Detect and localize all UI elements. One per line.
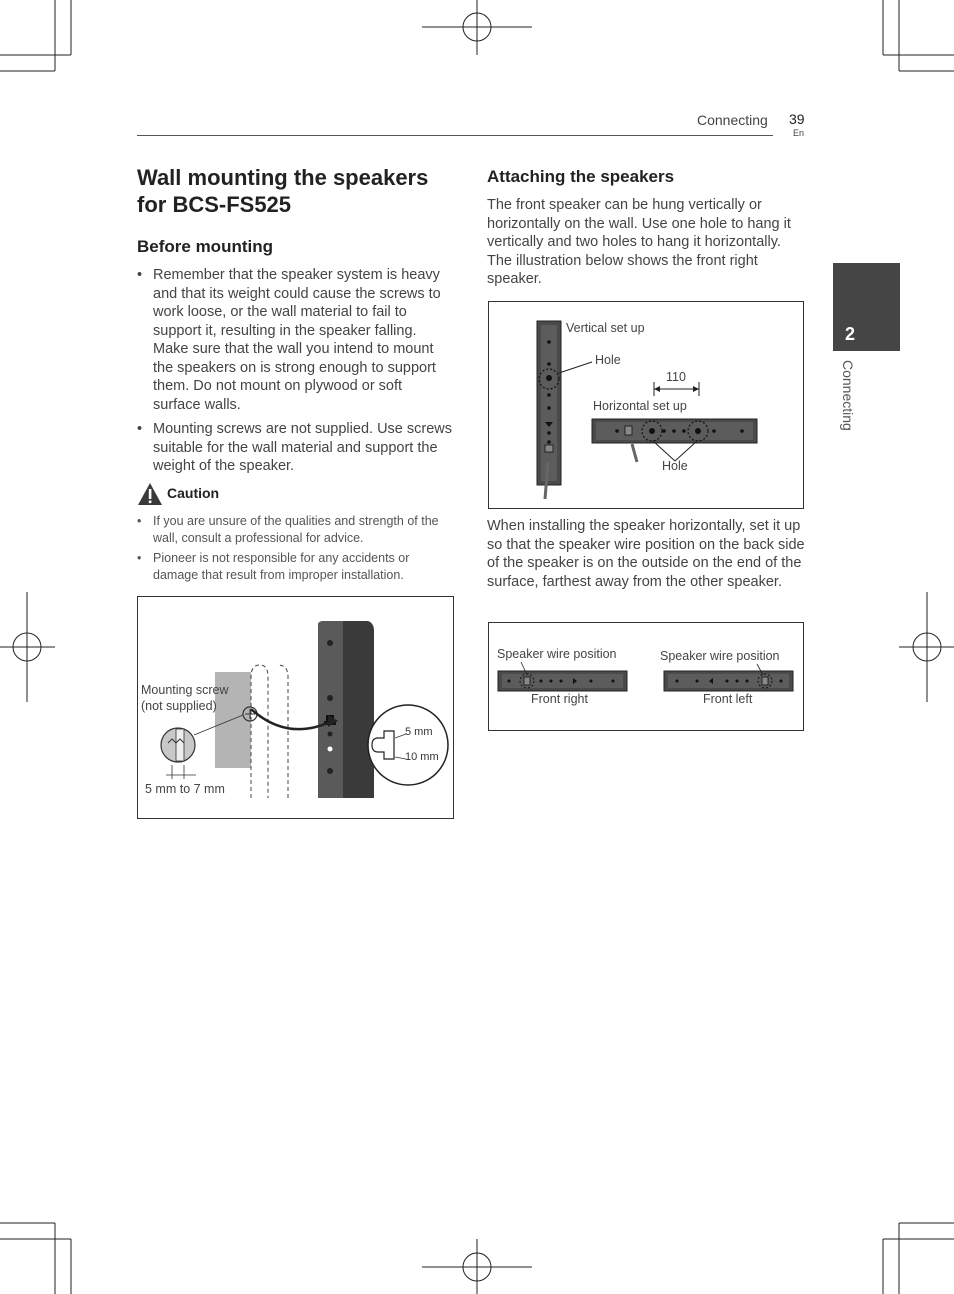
instructions-paragraph: When installing the speaker horizontally, set it up so that the speaker wire position on the back side of the speaker is on the outside on the end of the surface, farthest away from the other speaker. — [487, 518, 805, 590]
bullet-dot: • — [137, 514, 142, 528]
wire-position-figure — [488, 622, 804, 731]
wire-position-label-left: Speaker wire position — [497, 647, 617, 661]
list-item-text: Remember that the speaker system is heavy and that its weight could cause the screws to work loose, or the wall material to fail to support it, resulting in the speaker falling. Make sure that the wall you intend to mount the speakers on is strong enough to support them. Do not mount on plywood or soft surface walls. — [153, 267, 441, 413]
header-rule — [137, 135, 773, 136]
attaching-heading: Attaching the speakers — [487, 167, 675, 186]
hole-label-bottom: Hole — [662, 459, 688, 473]
warning-icon — [137, 482, 163, 506]
slot-dimension-5mm: 5 mm — [405, 726, 433, 738]
list-item — [137, 513, 453, 547]
caution-heading: Caution — [167, 485, 220, 501]
chapter-label: Connecting — [840, 360, 856, 431]
hole-label-top: Hole — [595, 353, 621, 367]
bullet-dot: • — [137, 551, 142, 565]
chapter-number: 2 — [845, 324, 856, 344]
chapter-tab — [833, 263, 900, 351]
bullet-dot: • — [137, 421, 143, 437]
list-item — [137, 420, 453, 476]
screw-depth-label: 5 mm to 7 mm — [145, 782, 225, 796]
wire-position-illustration — [489, 623, 802, 729]
hole-spacing-value: 110 — [666, 370, 686, 384]
intro-paragraph: The front speaker can be hung vertically or horizontally on the wall. Use one hole to hang it vertically and two holes to hang it horizontally. The illustration below shows the front right speaker. — [487, 197, 791, 287]
front-left-caption: Front left — [703, 692, 753, 706]
slot-dimension-10mm: 10 mm — [405, 751, 439, 763]
list-item — [137, 266, 453, 414]
screw-label-line1: Mounting screw — [141, 683, 229, 697]
horizontal-setup-label: Horizontal set up — [593, 399, 687, 413]
language-code: En — [793, 128, 805, 138]
page-number: 39 — [789, 111, 805, 127]
front-right-caption: Front right — [531, 692, 588, 706]
list-item-text: Mounting screws are not supplied. Use screws suitable for the wall material and support the weight of the speaker. — [153, 421, 452, 474]
vertical-setup-label: Vertical set up — [566, 321, 645, 335]
wire-position-label-right: Speaker wire position — [660, 649, 780, 663]
running-header-section: Connecting — [697, 112, 768, 128]
bullet-dot: • — [137, 267, 143, 283]
list-item-text: If you are unsure of the qualities and strength of the wall, consult a professional for advice. — [153, 514, 439, 545]
screw-label-line2: (not supplied) — [141, 699, 217, 713]
mounting-figure — [137, 596, 454, 819]
list-item-text: Pioneer is not responsible for any accidents or damage that result from improper installation. — [153, 551, 410, 582]
setup-figure — [488, 301, 804, 509]
list-item — [137, 550, 453, 584]
page-title: Wall mounting the speakers for BCS-FS525 — [137, 165, 429, 217]
before-mounting-heading: Before mounting — [137, 237, 273, 256]
